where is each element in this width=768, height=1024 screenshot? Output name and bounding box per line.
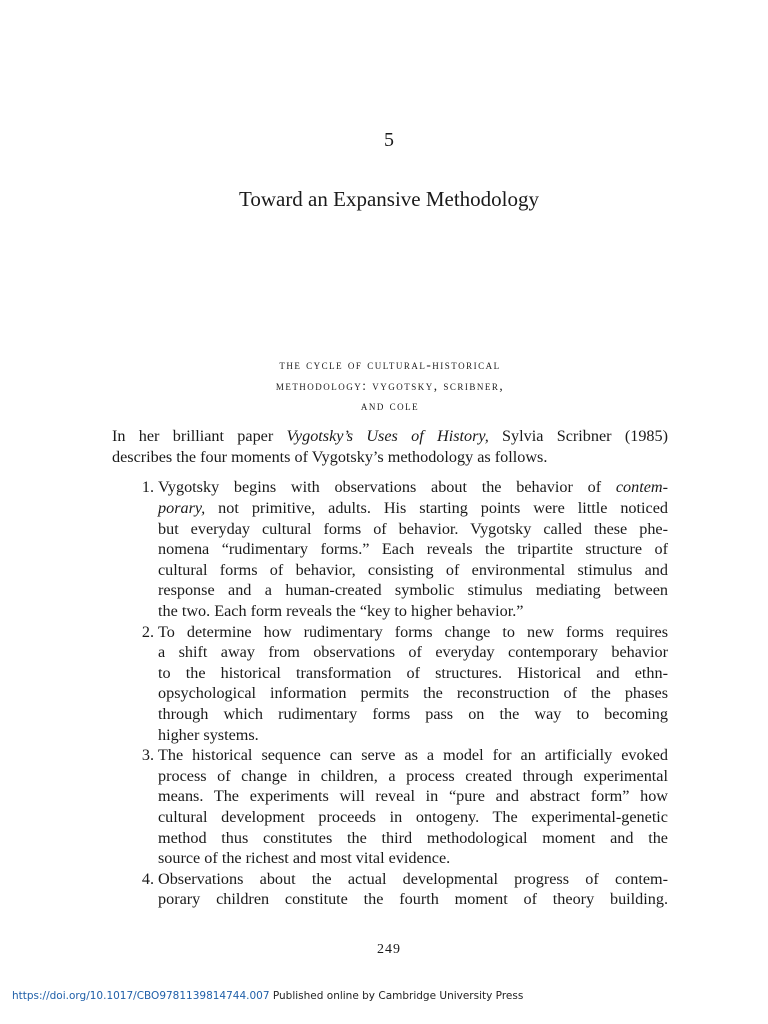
list-item-line: to the historical transformation of structures. Historical and ethn- <box>158 663 668 682</box>
chapter-number: 5 <box>384 129 394 151</box>
chapter-title: Toward an Expansive Methodology <box>238 187 540 211</box>
doi-link[interactable]: https://doi.org/10.1017/CBO9781139814744.007 <box>12 990 270 1002</box>
list-item-line: opsychological information permits the reconstruction of the phases <box>158 684 668 703</box>
list-item-line: means. The experiments will reveal in “pure and abstract form” how <box>158 787 668 806</box>
publisher-text: Published online by Cambridge University Press <box>269 990 524 1002</box>
section-heading-line: and cole <box>360 398 420 414</box>
intro-line: describes the four moments of Vygotsky’s methodology as follows. <box>112 447 548 466</box>
list-item-line: Observations about the actual developmental progress of contem- <box>158 869 668 888</box>
section-heading-line: methodology: vygotsky, scribner, <box>275 377 505 393</box>
list-item-number: 1. <box>141 478 154 497</box>
intro-line: In her brilliant paper Vygotsky’s Uses of History, Sylvia Scribner (1985) <box>112 427 668 445</box>
list-item-line: response and a human-created symbolic stimulus mediating between <box>158 581 668 600</box>
body-text <box>112 426 668 910</box>
list-item-line: source of the richest and most vital evidence. <box>158 849 451 868</box>
list-item-line: The historical sequence can serve as a model for an artificially evoked <box>158 746 668 765</box>
section-heading <box>112 355 668 417</box>
list-item <box>112 622 668 746</box>
list-item-line: cultural forms of behavior, consisting of environmental stimulus and <box>158 560 668 579</box>
list-item-line: method thus constitutes the third methodological moment and the <box>158 828 668 847</box>
footer <box>12 990 523 1002</box>
list-item-line: process of change in children, a process created through experimental <box>158 766 668 785</box>
list-item-number: 3. <box>141 746 154 765</box>
list-item-line: Vygotsky begins with observations about the behavior of contem- <box>158 478 668 497</box>
list-item-line: porary, not primitive, adults. His starting points were little noticed <box>158 499 668 518</box>
list-item <box>112 745 668 869</box>
section-heading-line: the cycle of cultural-historical <box>279 357 501 372</box>
list-item-line: the two. Each form reveals the “key to higher behavior.” <box>158 602 524 621</box>
list-item-line: cultural development proceeds in ontogeny. The experimental-genetic <box>158 807 668 826</box>
list-item-number: 4. <box>141 869 154 888</box>
list-item-line: but everyday cultural forms of behavior. Vygotsky called these phe- <box>158 519 668 538</box>
list-item-number: 2. <box>141 622 154 641</box>
list-item-line: a shift away from observations of everyday contemporary behavior <box>158 643 668 662</box>
list-item-line: To determine how rudimentary forms change to new forms requires <box>158 622 668 641</box>
list-item-line: nomena “rudimentary forms.” Each reveals the tripartite structure of <box>158 540 668 559</box>
list-item-line: porary children constitute the fourth moment of theory building. <box>158 890 668 909</box>
list-item <box>112 477 668 621</box>
list-item-line: through which rudimentary forms pass on the way to becoming <box>158 705 668 724</box>
list-item-line: higher systems. <box>158 725 259 744</box>
list-item <box>112 869 668 910</box>
page-number: 249 <box>377 942 401 957</box>
